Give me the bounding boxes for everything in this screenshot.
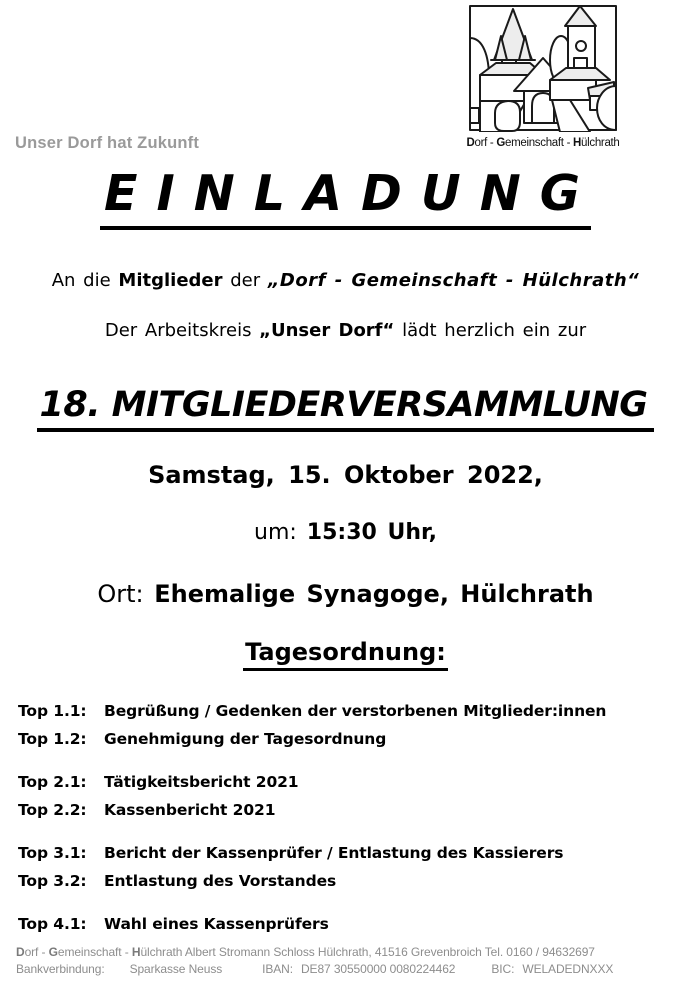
agenda-item-text: Entlastung des Vorstandes — [104, 872, 337, 890]
club-name-quoted: „Dorf - Gemeinschaft - Hülchrath“ — [267, 270, 640, 291]
agenda-item-text: Kassenbericht 2021 — [104, 801, 276, 819]
agenda-item-text: Bericht der Kassenprüfer / Entlastung des Kassierers — [104, 844, 564, 862]
text-segment: Der Arbeitskreis — [104, 320, 260, 341]
motto-text: Unser Dorf hat Zukunft — [15, 134, 200, 152]
recipient-line — [0, 270, 691, 291]
text-segment: lädt herzlich ein zur — [394, 320, 587, 341]
agenda-heading: Tagesordnung: — [243, 638, 448, 671]
logo-caption-segment: ülchrath — [581, 137, 620, 149]
footer-initial: D — [16, 945, 25, 959]
time-label: um: — [254, 520, 307, 545]
meeting-time-row — [0, 520, 691, 545]
agenda-item — [18, 839, 681, 867]
footer-segment: ülchrath Albert Stromann Schloss Hülchrath, 41516 Grevenbroich Tel. 0160 / 94632697 — [140, 945, 595, 959]
logo-caption-initial: D — [466, 137, 475, 149]
iban-value: DE87 30550000 0080224462 — [300, 962, 456, 976]
text-segment: An die — [51, 270, 119, 291]
bold-keyword: Mitglieder — [118, 270, 223, 291]
agenda-item — [18, 867, 681, 895]
agenda-item-text: Genehmigung der Tagesordnung — [104, 730, 387, 748]
logo-caption-initial: H — [573, 137, 582, 149]
bic-value: WELADEDNXXX — [522, 962, 614, 976]
document-footer — [16, 944, 681, 978]
footer-initial: G — [48, 945, 58, 959]
footer-segment: orf - — [24, 945, 49, 959]
place-label: Ort: — [97, 580, 155, 608]
text-segment: der — [222, 270, 268, 291]
logo-caption — [464, 137, 622, 149]
agenda-item-number: Top 1.1: — [18, 702, 87, 720]
agenda-item — [18, 768, 681, 796]
agenda-item-number: Top 3.2: — [18, 872, 87, 890]
agenda-list — [18, 697, 681, 938]
agenda-item-text: Tätigkeitsbericht 2021 — [104, 773, 299, 791]
meeting-heading-row — [0, 385, 691, 432]
agenda-item-text: Wahl eines Kassenprüfers — [104, 915, 329, 933]
bank-name: Sparkasse Neuss — [129, 962, 223, 976]
meeting-place-row — [0, 580, 691, 608]
agenda-item — [18, 725, 681, 753]
agenda-item-number: Top 2.2: — [18, 801, 87, 819]
workgroup-name-quoted: „Unser Dorf“ — [259, 320, 395, 341]
footer-initial: H — [131, 945, 141, 959]
agenda-item-number: Top 1.2: — [18, 730, 87, 748]
meeting-date: Samstag, 15. Oktober 2022, — [148, 461, 543, 489]
logo-caption-segment: emeinschaft - — [504, 137, 573, 149]
footer-segment: emeinschaft - — [57, 945, 132, 959]
agenda-item-text: Begrüßung / Gedenken der verstorbenen Mitglieder:innen — [104, 702, 607, 720]
page-title: E I N L A D U N G — [100, 165, 591, 230]
invitation-line — [0, 320, 691, 341]
logo-caption-segment: orf - — [474, 137, 497, 149]
club-logo — [464, 4, 622, 149]
bic-label: BIC: — [491, 962, 515, 976]
agenda-item-number: Top 2.1: — [18, 773, 87, 791]
agenda-item — [18, 910, 681, 938]
footer-bank-line — [16, 961, 681, 978]
footer-address-line — [16, 944, 681, 961]
agenda-item-number: Top 4.1: — [18, 915, 87, 933]
agenda-item — [18, 796, 681, 824]
agenda-heading-row — [0, 638, 691, 671]
title-row — [0, 165, 691, 230]
logo-caption-initial: G — [496, 137, 505, 149]
iban-label: IBAN: — [262, 962, 293, 976]
agenda-item — [18, 697, 681, 725]
meeting-time: 15:30 Uhr, — [306, 520, 437, 545]
bank-label: Bankverbindung: — [16, 962, 105, 976]
agenda-item-number: Top 3.1: — [18, 844, 87, 862]
meeting-place: Ehemalige Synagoge, Hülchrath — [154, 580, 594, 608]
village-line-art-icon — [467, 4, 619, 132]
meeting-heading: 18. MITGLIEDERVERSAMMLUNG — [37, 385, 653, 432]
